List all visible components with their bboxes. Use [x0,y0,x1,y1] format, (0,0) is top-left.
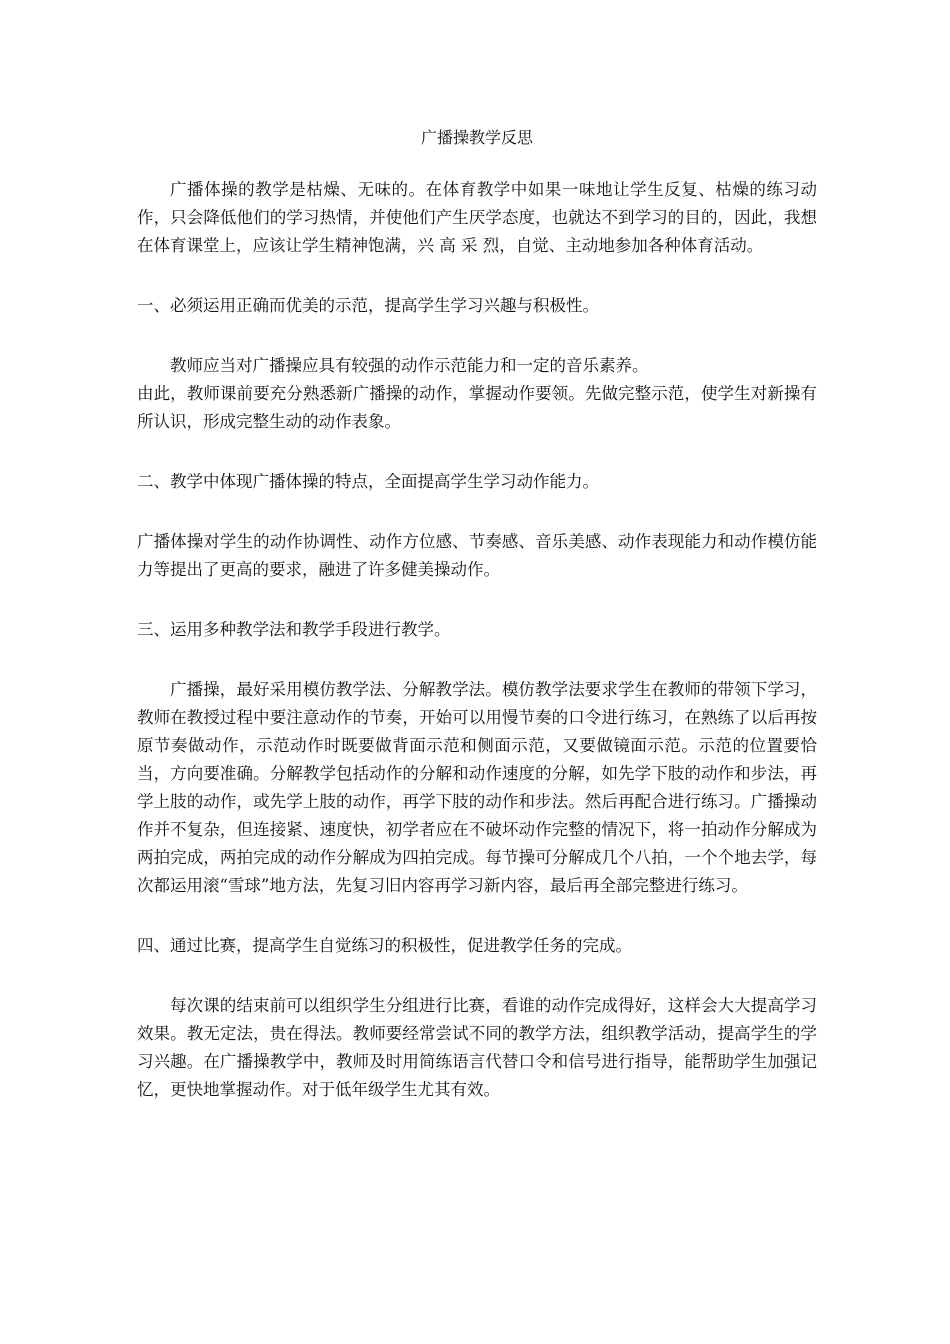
section-2-heading: 二、教学中体现广播体操的特点，全面提高学生学习动作能力。 [137,472,599,491]
section-3-paragraph: 广播操，最好采用模仿教学法、分解教学法。模仿教学法要求学生在教师的带领下学习，教师在教授过程中要注意动作的节奏，开始可以用慢节奏的口令进行练习，在熟练了以后再按原节奏做动作，示范动作时既要做背面示范和侧面示范，又要做镜面示范。示范的位置要恰当，方向要准确。分解教学包括动作的分解和动作速度的分解，如先学下肢的动作和步法，再学上肢的动作，或先学上肢的动作，再学下肢的动作和步法。然后再配合进行练习。广播操动作并不复杂，但连接紧、速度快，初学者应在不破坏动作完整的情况下，将一拍动作分解成为两拍完成，两拍完成的动作分解成为四拍完成。每节操可分解成几个八拍，一个个地去学，每次都运用滚“雪球”地方法，先复习旧内容再学习新内容，最后再全部完整进行练习。 [137,680,817,895]
section-2-paragraph: 广播体操对学生的动作协调性、动作方位感、节奏感、音乐美感、动作表现能力和动作模仿能力等提出了更高的要求，融进了许多健美操动作。 [137,532,817,579]
section-3-heading: 三、运用多种教学法和教学手段进行教学。 [137,620,451,639]
section-1-line-1: 教师应当对广播操应具有较强的动作示范能力和一定的音乐素养。 [170,356,649,375]
section-4-paragraph: 每次课的结束前可以组织学生分组进行比赛，看谁的动作完成得好，这样会大大提高学习效果。教无定法，贵在得法。教师要经常尝试不同的教学方法，组织教学活动，提高学生的学习兴趣。在广播操教学中，教师及时用简练语言代替口令和信号进行指导，能帮助学生加强记忆，更快地掌握动作。对于低年级学生尤其有效。 [137,996,817,1099]
document-content [137,124,817,1104]
section-1-paragraph: 由此，教师课前要充分熟悉新广播操的动作，掌握动作要领。先做完整示范，使学生对新操有所认识，形成完整生动的动作表象。 [137,384,817,431]
intro-paragraph: 广播体操的教学是枯燥、无味的。在体育教学中如果一味地让学生反复、枯燥的练习动作，只会降低他们的学习热情，并使他们产生厌学态度，也就达不到学习的目的，因此，我想在体育课堂上，应该让学生精神饱满，兴 高 采 烈，自觉、主动地参加各种体育活动。 [137,180,817,255]
section-1-heading: 一、必须运用正确而优美的示范，提高学生学习兴趣与积极性。 [137,296,599,315]
section-4-heading: 四、通过比赛，提高学生自觉练习的积极性，促进教学任务的完成。 [137,936,632,955]
document-title: 广播操教学反思 [420,128,533,147]
